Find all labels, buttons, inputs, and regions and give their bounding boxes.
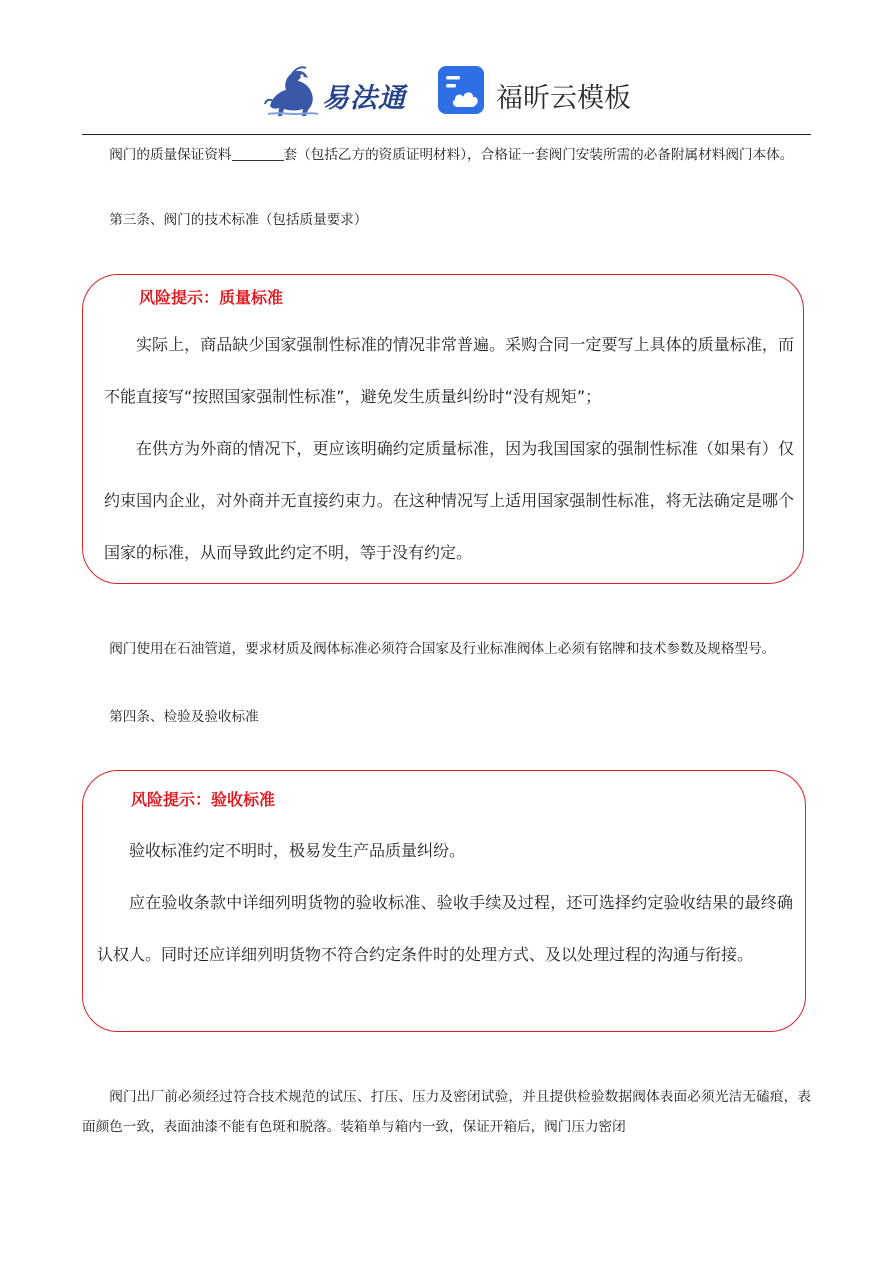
risk-title: 风险提示：质量标准: [139, 288, 284, 307]
page-header: [0, 58, 893, 126]
risk-text: 验收标准约定不明时，极易发生产品质量纠纷。: [129, 841, 466, 860]
risk-title: 风险提示：验收标准: [131, 790, 276, 809]
risk-text: 在供方为外商的情况下，更应该明确约定质量标准，因为我国国家的强制性标准（如果有）仅约束国内企业，对外商并无直接约束力。在这种情况写上适用国家强制性标准，将无法确定是哪个国家的标准，从而导致此约定不明，等于没有约定。: [104, 439, 794, 562]
qilin-emblem-icon: [262, 62, 322, 120]
paragraph-quality-documents: [82, 140, 811, 170]
risk-text: 应在验收条款中详细列明货物的验收标准、验收手续及过程，还可选择约定验收结果的最终确认权人。同时还应详细列明货物不符合约定条件时的处理方式、及以处理过程的沟通与衔接。: [97, 893, 793, 964]
risk-notice-acceptance-standard: [82, 770, 806, 1032]
paragraph-material-standards: 阀门使用在石油管道，要求材质及阀体标准必须符合国家及行业标准阀体上必须有铭牌和技术参数及规格型号。: [109, 641, 776, 657]
header-divider: [82, 134, 811, 135]
fill-in-blank: [232, 146, 284, 161]
paragraph-text: 阀门的质量保证资料: [109, 147, 232, 163]
logo-left-text: 易法通: [322, 83, 406, 114]
article-4-heading: 第四条、检验及验收标准: [109, 709, 259, 725]
article-3-heading: 第三条、阀门的技术标准（包括质量要求）: [109, 212, 368, 228]
paragraph-text: 套（包括乙方的资质证明材料），合格证一套阀门安装所需的必备附属材料阀门本体。: [283, 147, 794, 163]
cloud-document-icon: [436, 64, 488, 116]
yifatong-logo: [262, 62, 412, 120]
logo-right-text: 福昕云模板: [496, 83, 631, 114]
risk-notice-quality-standard: [82, 274, 804, 584]
risk-text: 实际上，商品缺少国家强制性标准的情况非常普遍。采购合同一定要写上具体的质量标准，而不能直接写“按照国家强制性标准”，避免发生质量纠纷时“没有规矩”；: [104, 335, 794, 406]
fuxin-logo: [436, 64, 636, 122]
paragraph-factory-testing: 阀门出厂前必须经过符合技术规范的试压、打压、压力及密闭试验，并且提供检验数据阀体表面必须光洁无磕痕，表面颜色一致，表面油漆不能有色斑和脱落。装箱单与箱内一致，保证开箱后，阀门压力密闭: [82, 1089, 811, 1135]
